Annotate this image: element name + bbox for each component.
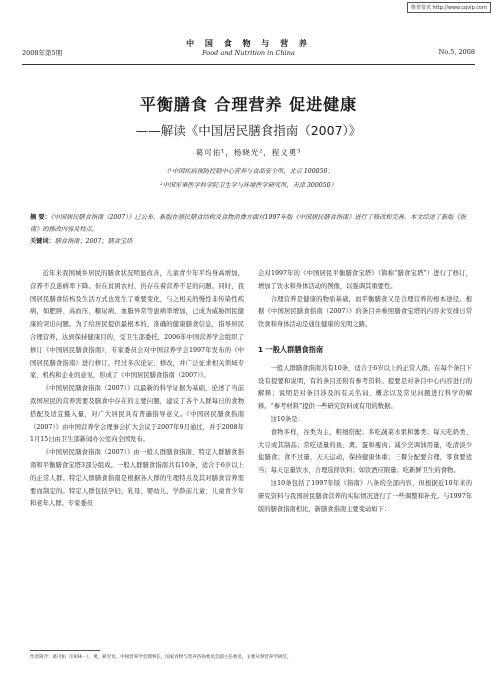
article-title: 平衡膳食 合理营养 促进健康 [139, 95, 358, 114]
journal-name-cn: 中 国 食 物 与 营 养 [186, 38, 311, 48]
paragraph: 这10条包括了1997年版《指南》八条的全部内容，但根据近10年来的研究资料与我国居民膳食营养的实际情况进行了一些调整和补充。与1997年版的膳食指南相比，新膳食指南主要变动如下： [258, 479, 472, 513]
author-footnote: 作者简介：葛可佑（1934－），男，研究员，中国营养学会理事长，国家食物与营养咨询委员会副主任委员，主要从事营养学研究。 [30, 655, 292, 660]
paragraph: 《中国居民膳食指南（2007）》以最新的科学证据为基础，论述了当前我国居民的营养需要及膳食中存在的主要问题，建议了各个人群每日的食物搭配及适宜摄入量，对广大居民具有普遍指导意义。《中国居民膳食指南（2007）》由中国营养学会理事会扩大会议于2007年9月通过，并于2008年1月15日由卫生部新闻办公室向全国发布。 [30, 385, 244, 444]
section-heading: 1 一般人群膳食指南 [258, 344, 324, 354]
abstract-label: 摘 要： [30, 214, 51, 221]
article-subtitle: ——解读《中国居民膳食指南（2007）》 [135, 123, 362, 138]
paragraph: 近年来我国城乡居民的膳食状况明显改善，儿童青少年平均身高增加，营养不良患病率下降。但在贫困农村，仍存在着营养不足的问题。同时，我国居民膳食结构及生活方式也发生了重要变化，与之相关的慢性非传染性疾病，如肥胖、高血压、糖尿病、血脂异常等患病率增加，已成为威胁国民健康的突出问题。为了给居民提供最根本的、准确的健康膳食信息，指导居民合理营养，达到保持健康目的，受卫生部委托，2006年中国营养学会组织了修订《中国居民膳食指南》，专家委员会对中国营养学会1997年发布的《中国居民膳食指南》进行修订，经过多次论证、修改，并广泛征求相关领域专家、机构和企业的意见，形成了《中国居民膳食指南（2007）》。 [30, 270, 244, 380]
affiliation-1: （¹中国疾病预防控制中心营养与食品安全所，北京 100050； [163, 168, 334, 175]
paragraph: 会对1997年的《中国居民平衡膳食宝塔》（简称“膳食宝塔”）进行了修订，增加了饮水和身体活动的图像，以强调其重要性。 [258, 270, 472, 290]
paragraph: 一般人群膳食指南共有10条，适合于6岁以上的正常人群。在每个条目下设有提要和说明，有的条目还附有参考资料。提要是对条目中心内容进行的解释；说明是对条目涉及的有关名词、概念以及常见问题进行科学的解释。“参考材料”提供一些研究资料或有用的数据。 [258, 364, 472, 411]
running-header [22, 36, 475, 64]
body-column-right [258, 268, 472, 516]
keywords-label: 关键词： [30, 238, 55, 245]
paragraph: 合理营养是健康的物质基础，而平衡膳食又是合理营养的根本途径。根据《中国居民膳食指南（2007）》的条目并参照膳食宝塔的内容来安排日常饮食和身体活动是通往健康的光明之路。 [258, 295, 472, 329]
abstract [30, 212, 475, 236]
issue-label-right: No.5, 2008 [438, 48, 475, 56]
journal-name-en: Food and Nutrition in China [202, 49, 295, 57]
abstract-text: 《中国居民膳食指南（2007）》已公布，新版在居民膳食结构及食物消费方面对1997年版《中国居民膳食指南》进行了修改和完善。本文综述了新版《指南》的修改内容及特点。 [30, 214, 466, 233]
header-rule [22, 64, 475, 65]
paragraph: 这10条是： [270, 415, 304, 423]
issue-label-left: 2008年第5期 [22, 49, 63, 57]
affiliation-2: ²中国军事医学科学院卫生学与环境医学研究所，天津 300050） [160, 182, 337, 189]
keywords-text: 膳食指南；2007；膳食宝塔 [54, 238, 133, 245]
author-list: 葛可佑¹，杨晓光²，程义勇³ [195, 148, 302, 157]
paragraph: 《中国居民膳食指南（2007）》由一般人群膳食指南、特定人群膳食指南和平衡膳食宝塔3部分组成。一般人群膳食指南共有10条，适合于6岁以上的正常人群。特定人群膳食指南是根据各人群的生理特点及其对膳食营养需要而制定的。特定人群包括孕妇、乳母、婴幼儿、学龄前儿童、儿童青少年和老年人群。专家委员 [30, 449, 244, 508]
keywords [30, 236, 475, 245]
watermark: 维普资讯 http://www.cqvip.com [407, 2, 491, 13]
footnote-rule [30, 650, 100, 651]
body-column-left [30, 268, 244, 511]
paragraph: 食物多样，谷类为主，粗细搭配；多吃蔬菜水果和薯类；每天吃奶类、大豆或其制品；常吃适量的鱼、禽、蛋和瘦肉；减少烹调油用量，吃清淡少盐膳食；食不过量，天天运动，保持健康体重；三餐分配要合理，零食要适当；每天足量饮水，合理选择饮料；如饮酒应限量；吃新鲜卫生的食物。 [258, 428, 472, 475]
